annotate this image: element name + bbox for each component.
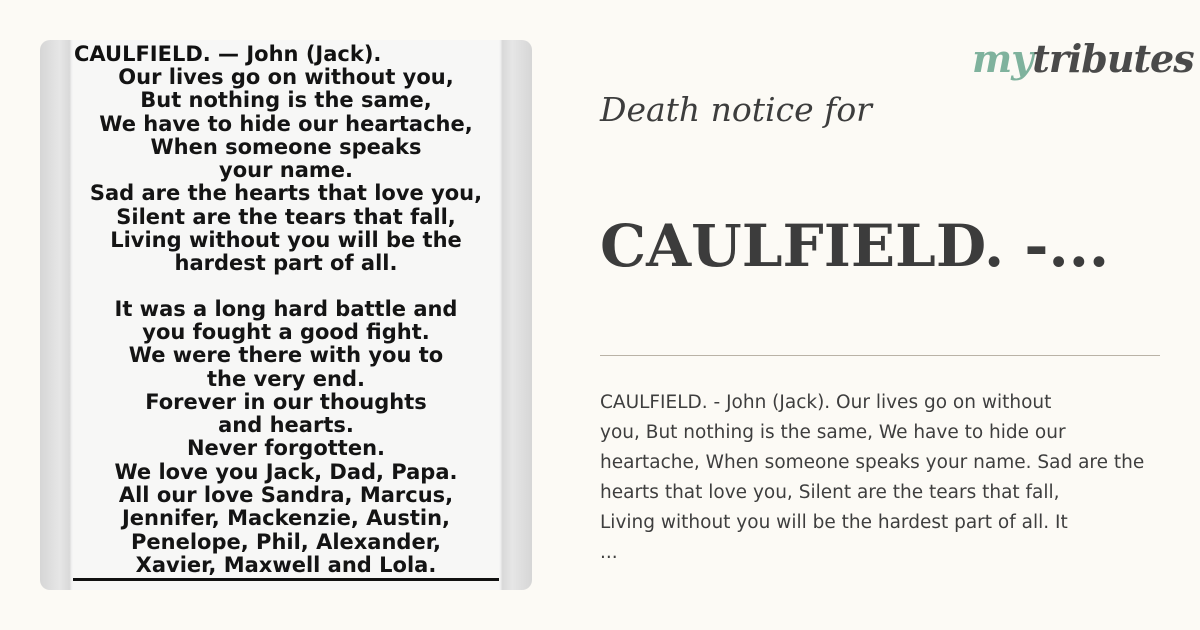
stanza-gap [73, 276, 499, 298]
notice-line: Our lives go on without you, [118, 65, 454, 89]
notice-line: you fought a good fight. [142, 319, 430, 344]
notice-line: your name. [219, 158, 353, 183]
excerpt-line: CAULFIELD. - John (Jack). Our lives go on without [600, 392, 1052, 413]
notice-line: Living without you will be the [110, 228, 462, 253]
excerpt-line: you, But nothing is the same, We have to hide our [600, 422, 1066, 443]
notice-line: Penelope, Phil, Alexander, [131, 529, 441, 554]
notice-line: All our love Sandra, Marcus, [118, 483, 454, 508]
notice-line: When someone speaks [150, 134, 422, 159]
notice-line: Sad are the hearts that love you, [89, 181, 483, 206]
excerpt-line: heartache, When someone speaks your name. Sad are the [600, 452, 1145, 473]
divider [600, 355, 1160, 356]
notice-excerpt [600, 388, 1195, 568]
notice-heading: CAULFIELD. — John (Jack). [74, 42, 382, 66]
notice-line: We love you Jack, Dad, Papa. [114, 459, 458, 484]
notice-line: and hearts. [218, 413, 354, 438]
notice-body [73, 66, 499, 577]
notice-bottom-rule [73, 578, 499, 581]
death-notice-image [40, 40, 532, 590]
excerpt-line: Living without you will be the hardest part of all. It [600, 512, 1068, 533]
notice-line: Forever in our thoughts [145, 389, 427, 414]
notice-line: hardest part of all. [174, 251, 398, 276]
logo-tributes: tributes [1032, 36, 1194, 81]
deceased-name: CAULFIELD. -... [600, 212, 1110, 280]
notice-line: Silent are the tears that fall, [116, 204, 456, 229]
excerpt-line: hearts that love you, Silent are the tears that fall, [600, 482, 1060, 503]
notice-line: We have to hide our heartache, [99, 111, 473, 136]
notice-line: the very end. [206, 366, 366, 391]
notice-line: But nothing is the same, [140, 88, 432, 113]
mytributes-logo[interactable] [972, 36, 1194, 81]
logo-my: my [972, 36, 1033, 81]
page-subtitle: Death notice for [600, 90, 872, 129]
notice-line: Jennifer, Mackenzie, Austin, [121, 506, 451, 531]
notice-line: Xavier, Maxwell and Lola. [135, 552, 437, 577]
excerpt-line: ... [600, 542, 618, 563]
notice-line: It was a long hard battle and [114, 296, 458, 321]
notice-line: We were there with you to [128, 343, 444, 368]
notice-line: Never forgotten. [186, 436, 386, 461]
